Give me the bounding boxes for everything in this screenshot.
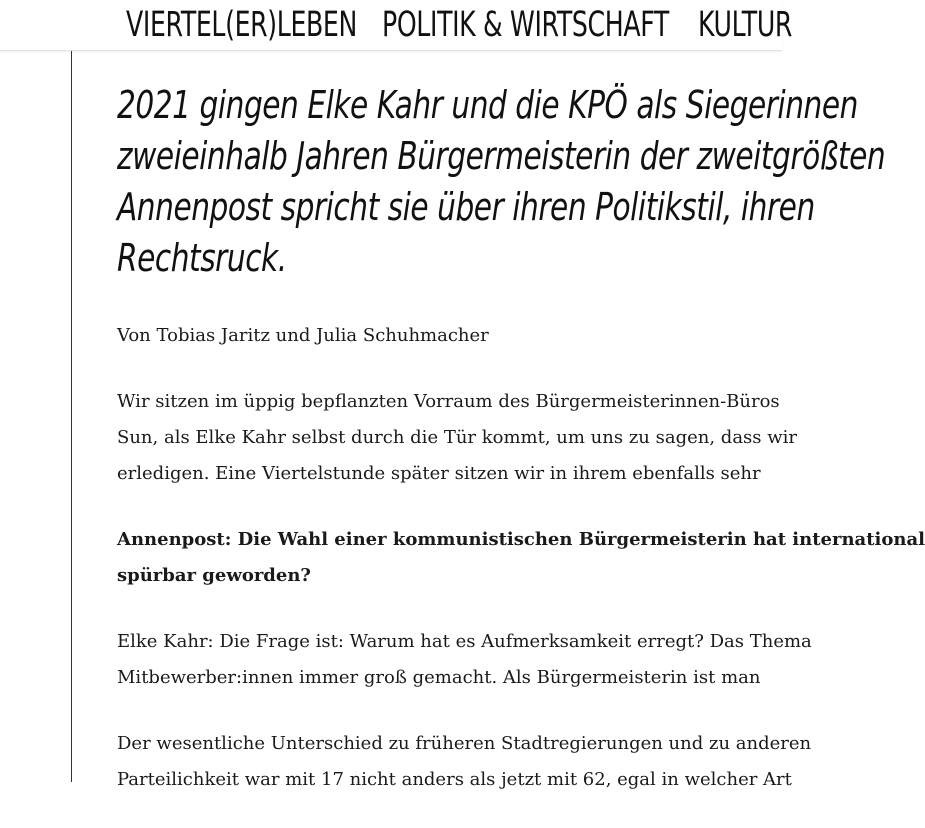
nav-menu [126, 4, 842, 46]
top-navigation [0, 0, 793, 51]
nav-item-kultur[interactable]: KULTUR [698, 5, 793, 45]
nav-item-politik-wirtschaft[interactable]: POLITIK & WIRTSCHAFT [382, 5, 669, 45]
paragraph-line: Wir sitzen im üppig bepflanzten Vorraum des Bürgermeisterinnen-Büros [117, 391, 780, 412]
article-byline: Von Tobias Jaritz und Julia Schuhmacher [117, 325, 489, 346]
headline-line: Annenpost spricht sie über ihren Politikstil, ihren [117, 185, 815, 229]
body-paragraph [117, 726, 917, 798]
paragraph-line: Annenpost: Die Wahl einer kommunistischen Bürgermeisterin hat international [117, 529, 925, 550]
paragraph-line: Elke Kahr: Die Frage ist: Warum hat es Aufmerksamkeit erregt? Das Thema [117, 631, 812, 652]
paragraph-line: Der wesentliche Unterschied zu früheren Stadtregierungen und zu anderen [117, 733, 812, 754]
paragraph-line: Mitbewerber:innen immer groß gemacht. Als Bürgermeisterin ist man [117, 667, 761, 688]
intro-paragraph [117, 384, 917, 492]
headline-line: zweieinhalb Jahren Bürgermeisterin der zweitgrößten [117, 134, 886, 178]
interview-question [117, 522, 925, 594]
headline-line: 2021 gingen Elke Kahr und die KPÖ als Siegerinnen [117, 83, 858, 127]
paragraph-line: erledigen. Eine Viertelstunde später sitzen wir in ihrem ebenfalls sehr [117, 463, 761, 484]
left-vertical-divider [71, 50, 72, 782]
interview-answer [117, 624, 917, 696]
paragraph-line: Sun, als Elke Kahr selbst durch die Tür kommt, um uns zu sagen, dass wir [117, 427, 798, 448]
headline-line: Rechtsruck. [117, 236, 287, 280]
nav-item-viertel-erleben[interactable]: VIERTEL(ER)LEBEN [126, 5, 357, 45]
paragraph-line: spürbar geworden? [117, 565, 311, 586]
paragraph-line: Parteilichkeit war mit 17 nicht anders als jetzt mit 62, egal in welcher Art [117, 769, 792, 790]
article-body [117, 318, 925, 828]
article-headline [117, 80, 897, 284]
